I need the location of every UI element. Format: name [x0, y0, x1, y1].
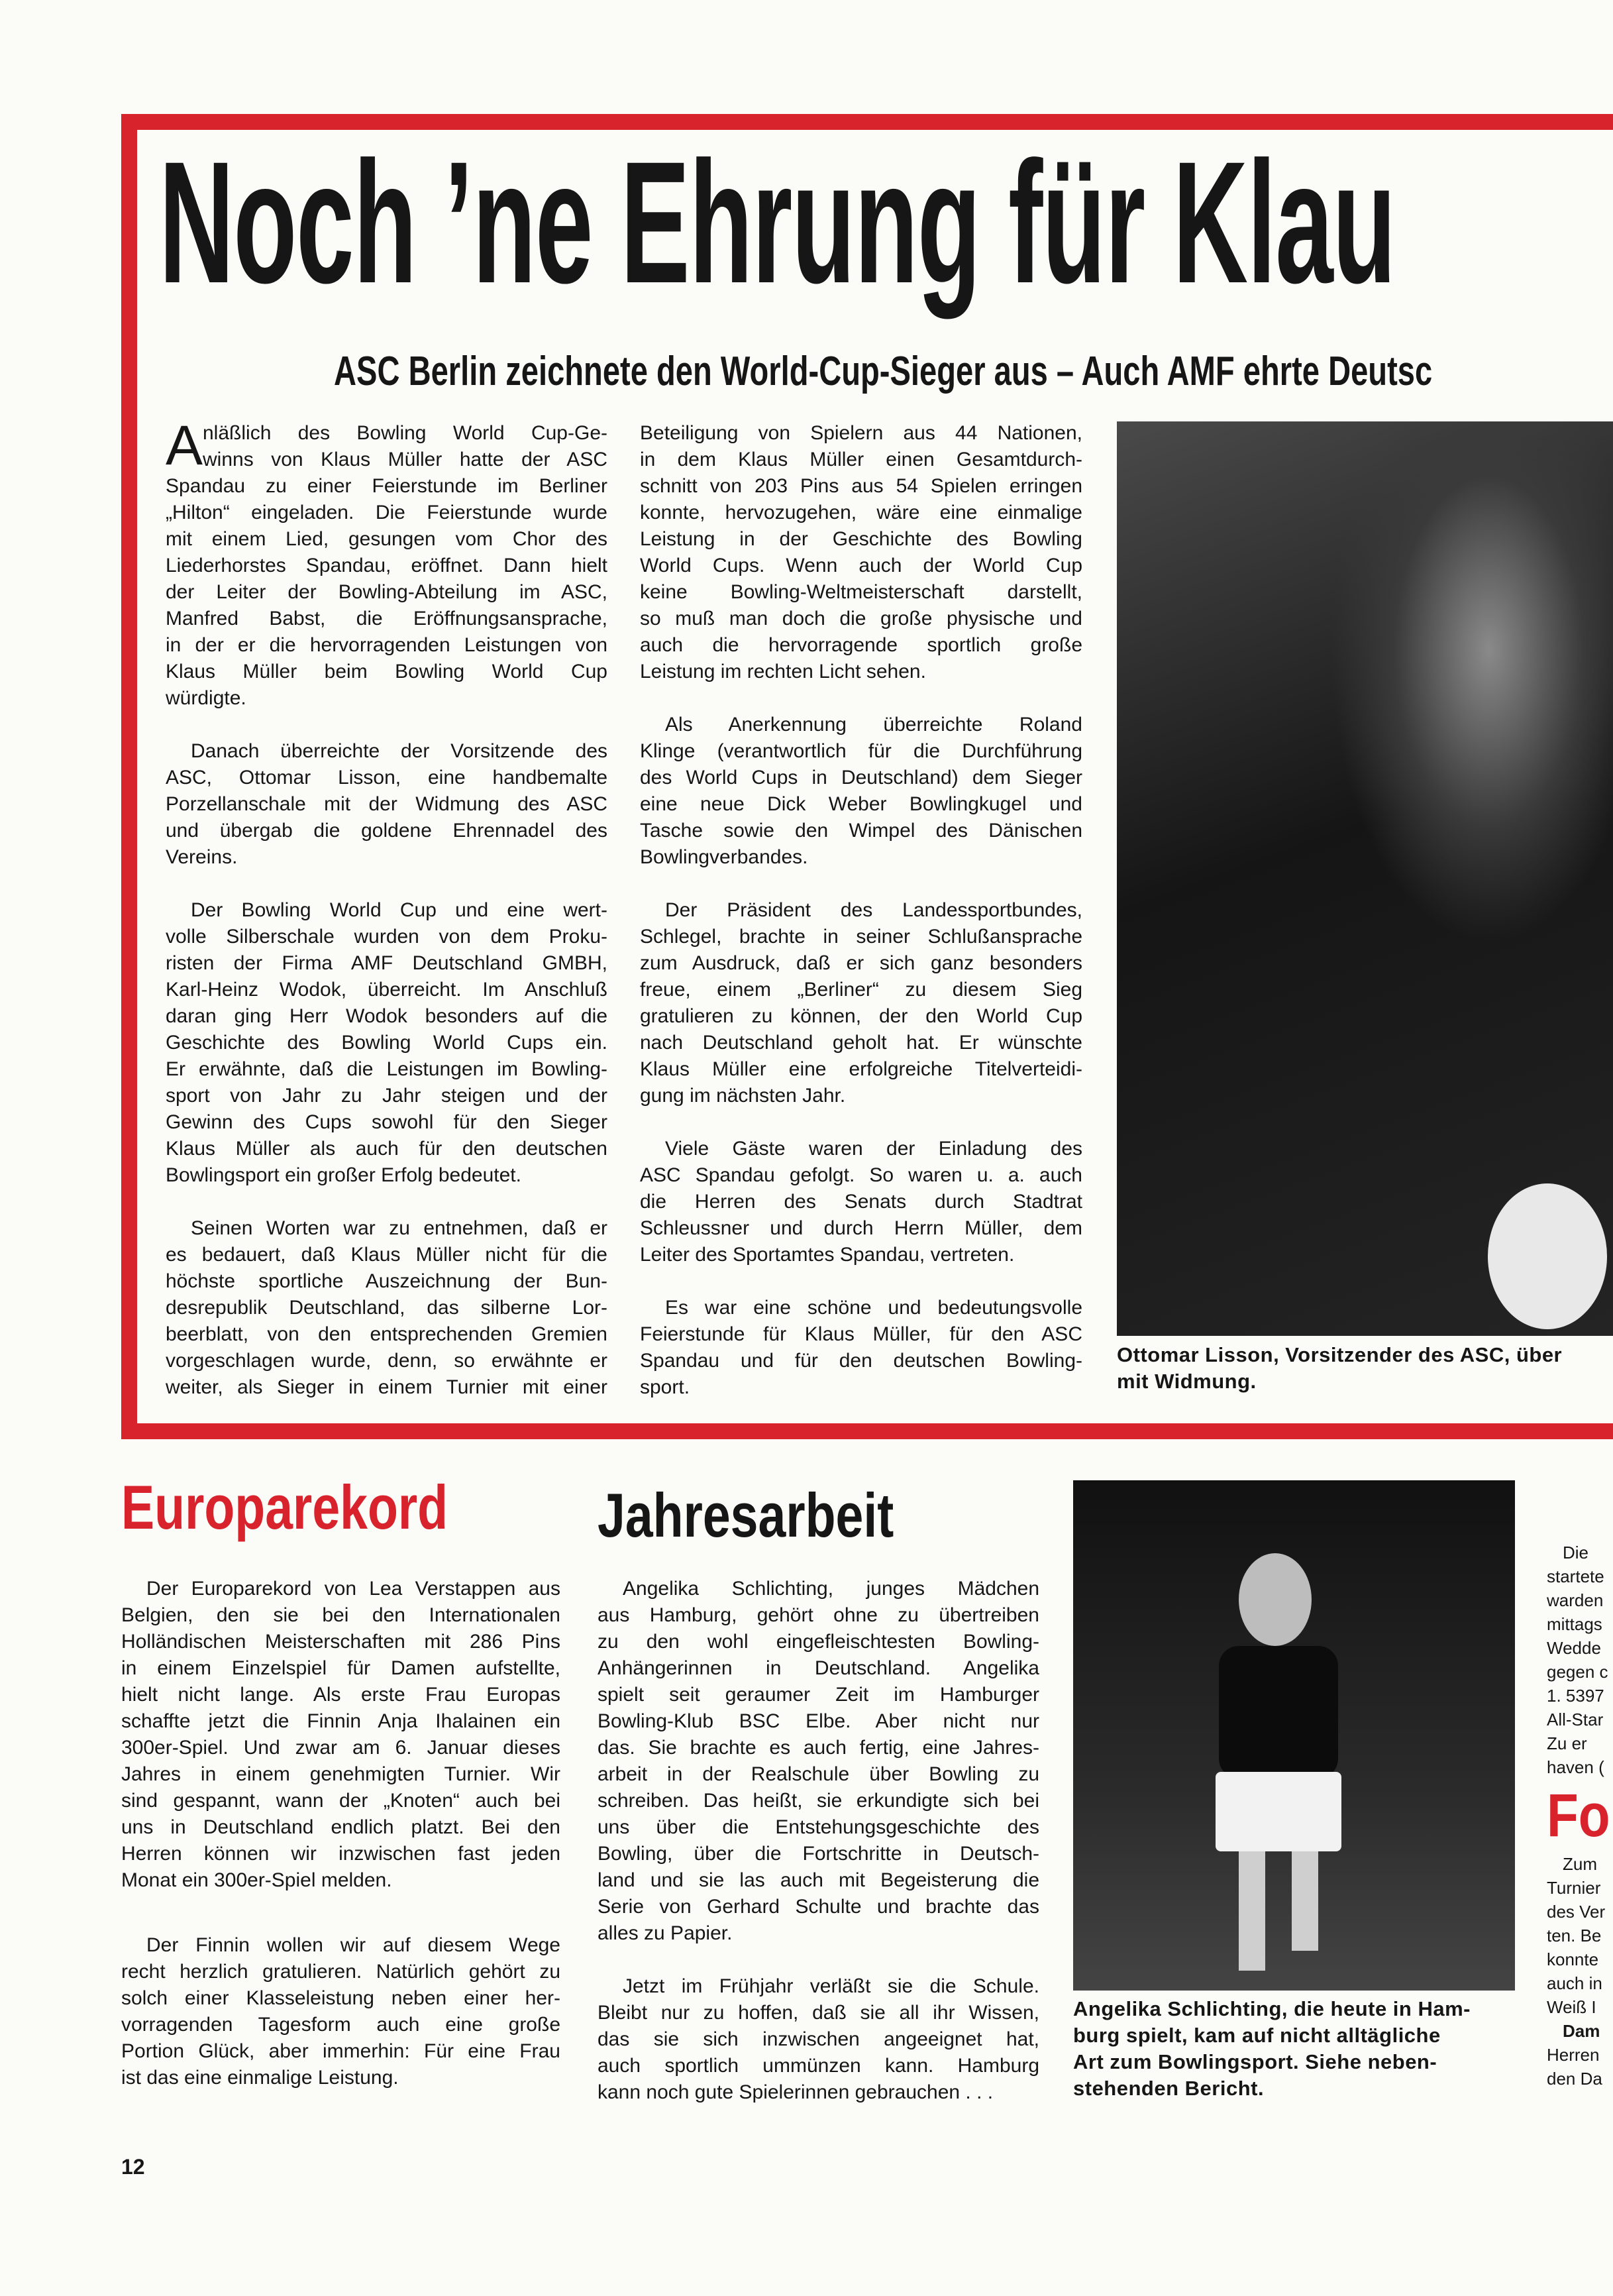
- text-line: Der Europarekord von Lea Verstappen aus: [146, 1578, 560, 1600]
- cut-off-line: mittags: [1547, 1614, 1602, 1634]
- text-line: Gewinn des Cups sowohl für den Sieger: [166, 1111, 607, 1133]
- photo-caption-2: [1073, 1996, 1471, 2102]
- caption-line: Angelika Schlichting, die heute in Ham-: [1073, 1997, 1471, 2020]
- text-line: das sie sich inzwischen angeeignet hat,: [598, 2028, 1039, 2050]
- text-line: des World Cups in Deutschland) dem Sieger: [640, 767, 1082, 789]
- text-line: Der Finnin wollen wir auf diesem Wege: [146, 1934, 560, 1956]
- text-line: vorragenden Tagesform auch eine große: [121, 2014, 560, 2036]
- text-line: und übergab die goldene Ehrennadel des: [166, 820, 607, 842]
- text-line: vorgeschlagen wurde, denn, so erwähnte er: [166, 1350, 607, 1372]
- text-line: Schleussner und durch Herrn Müller, dem: [640, 1217, 1082, 1239]
- text-line: weiter, als Sieger in einem Turnier mit einer: [166, 1376, 607, 1398]
- text-line: Feierstunde für Klaus Müller, für den ASC: [640, 1323, 1082, 1345]
- text-line: sport von Jahr zu Jahr steigen und der: [166, 1085, 607, 1107]
- text-line: Danach überreichte der Vorsitzende des: [191, 740, 607, 762]
- photo-caption-1: [1117, 1342, 1562, 1395]
- cut-off-line: gegen c: [1547, 1662, 1608, 1682]
- cut-off-line: warden: [1547, 1590, 1604, 1610]
- text-line: gung im nächsten Jahr.: [640, 1085, 846, 1107]
- text-line: auch sportlich ummünzen kann. Hamburg: [598, 2055, 1039, 2077]
- cut-off-line: den Da: [1547, 2069, 1602, 2089]
- text-line: Klinge (verantwortlich für die Durchführung: [640, 740, 1082, 762]
- cut-off-line: Zum: [1563, 1854, 1597, 1874]
- text-line: das. Sie brachte es auch fertig, eine Jahres-: [598, 1737, 1039, 1759]
- photo-angelika-schlichting: [1073, 1480, 1515, 1991]
- text-line: schaffte jetzt die Finnin Anja Ihalainen ein: [121, 1710, 560, 1732]
- drop-cap: A: [166, 414, 203, 476]
- text-line: Viele Gäste waren der Einladung des: [665, 1138, 1082, 1160]
- text-line: volle Silberschale wurden von dem Proku-: [166, 926, 607, 948]
- text-line: Er erwähnte, daß die Leistungen im Bowling-: [166, 1058, 607, 1080]
- text-line: ASC Spandau gefolgt. So waren u. a. auch: [640, 1164, 1082, 1186]
- text-line: Jahres in einem genehmigten Turnier. Wir: [121, 1763, 560, 1785]
- page-number: 12: [121, 2155, 145, 2179]
- text-line: zum Ausdruck, daß er sich ganz besonders: [640, 952, 1082, 974]
- text-line: Leistung in der Geschichte des Bowling: [640, 528, 1082, 550]
- text-line: alles zu Papier.: [598, 1922, 733, 1944]
- text-line: Jetzt im Frühjahr verläßt sie die Schule.: [623, 1975, 1039, 1997]
- text-line: Herren können wir inzwischen fast jeden: [121, 1843, 560, 1865]
- paragraph: [121, 1576, 560, 1894]
- text-line: Der Bowling World Cup und eine wert-: [191, 899, 607, 921]
- cut-off-column: [1547, 1541, 1613, 2091]
- text-line: Liederhorstes Spandau, eröffnet. Dann hielt: [166, 555, 607, 576]
- photo-ottomar-lisson: [1117, 421, 1613, 1336]
- text-line: Leiter des Sportamtes Spandau, vertreten.: [640, 1244, 1015, 1266]
- text-line: konnte, hervozugehen, wäre eine einmalige: [640, 502, 1082, 523]
- text-line: auch die hervorragende sportlich große: [640, 634, 1082, 656]
- cut-off-line: haven (: [1547, 1757, 1604, 1777]
- cut-off-bold-line: Dam: [1563, 2021, 1600, 2041]
- porcelain-bowl: [1488, 1183, 1607, 1329]
- cut-off-line: All-Star: [1547, 1710, 1604, 1729]
- text-line: nläßlich des Bowling World Cup-Ge-: [203, 422, 607, 444]
- paragraph: [166, 738, 607, 871]
- text-line: Serie von Gerhard Schulte und brachte das: [598, 1896, 1039, 1918]
- text-line: Spandau und für den deutschen Bowling-: [640, 1350, 1082, 1372]
- text-line: sind gespannt, wann der „Knoten“ auch bei: [121, 1790, 560, 1812]
- paragraph: [121, 1932, 560, 2091]
- text-line: aus Hamburg, gehört ohne zu übertreiben: [598, 1604, 1039, 1626]
- text-line: zu den wohl eingefleischtesten Bowling-: [598, 1631, 1039, 1653]
- text-line: Bowling, über die Fortschritte in Deutsch-: [598, 1843, 1039, 1865]
- text-line: winns von Klaus Müller hatte der ASC: [203, 449, 607, 470]
- text-line: der Leiter der Bowling-Abteilung im ASC,: [166, 581, 607, 603]
- text-line: Als Anerkennung überreichte Roland: [665, 714, 1082, 736]
- text-line: freue, einem „Berliner“ zu diesem Sieg: [640, 979, 1082, 1001]
- text-line: arbeit in der Realschule über Bowling zu: [598, 1763, 1039, 1785]
- text-line: schnitt von 203 Pins aus 54 Spielen erringen: [640, 475, 1082, 497]
- text-line: Geschichte des Bowling World Cups ein.: [166, 1032, 607, 1054]
- cut-off-line: Die: [1563, 1543, 1589, 1562]
- text-line: spielt seit geraumer Zeit im Hamburger: [598, 1684, 1039, 1706]
- text-line: in dem Klaus Müller einen Gesamtdurch-: [640, 449, 1082, 470]
- paragraph: [166, 897, 607, 1189]
- paragraph: [640, 897, 1082, 1109]
- text-line: nach Deutschland geholt hat. Er wünschte: [640, 1032, 1082, 1054]
- text-line: würdigte.: [166, 687, 246, 709]
- text-line: gratulieren zu können, der den World Cup: [640, 1005, 1082, 1027]
- caption-line: Ottomar Lisson, Vorsitzender des ASC, über: [1117, 1343, 1563, 1366]
- text-line: desrepublik Deutschland, das silberne Lor-: [166, 1297, 607, 1319]
- paragraph: [640, 1295, 1082, 1401]
- paragraph: [166, 1215, 607, 1401]
- text-line: so muß man doch die große physische und: [640, 608, 1082, 629]
- text-line: ist das eine einmalige Leistung.: [121, 2067, 399, 2089]
- text-line: 300er-Spiel. Und zwar am 6. Januar dieses: [121, 1737, 560, 1759]
- cut-off-line: 1. 5397: [1547, 1686, 1604, 1706]
- cut-off-line: konnte: [1547, 1949, 1599, 1969]
- text-line: Anhängerinnen in Deutschland. Angelika: [598, 1657, 1039, 1679]
- text-line: Portion Glück, aber immerhin: Für eine Frau: [121, 2040, 560, 2062]
- text-line: World Cups. Wenn auch der World Cup: [640, 555, 1082, 576]
- article-column-1: [166, 414, 607, 1427]
- text-line: solch einer Klasseleistung neben einer her-: [121, 1987, 560, 2009]
- paragraph: [640, 712, 1082, 871]
- text-line: Belgien, den sie bei den Internationalen: [121, 1604, 560, 1626]
- text-line: eine neue Dick Weber Bowlingkugel und: [640, 793, 1082, 815]
- text-line: recht herzlich gratulieren. Natürlich gehört zu: [121, 1961, 560, 1983]
- text-line: Bleibt nur zu hoffen, daß sie all ihr Wissen,: [598, 2002, 1039, 2024]
- text-line: Holländischen Meisterschaften mit 286 Pins: [121, 1631, 560, 1653]
- paragraph: [640, 420, 1082, 685]
- cut-off-line: auch in: [1547, 1973, 1602, 1993]
- text-line: kann noch gute Spielerinnen gebrauchen . . .: [598, 2081, 994, 2103]
- text-line: Der Präsident des Landessportbundes,: [665, 899, 1082, 921]
- text-line: Angelika Schlichting, junges Mädchen: [623, 1578, 1039, 1600]
- text-line: Porzellanschale mit der Widmung des ASC: [166, 793, 607, 815]
- heading-europarekord: Europarekord: [121, 1472, 448, 1542]
- cut-off-line: ten. Be: [1547, 1926, 1602, 1945]
- paragraph: [598, 1576, 1039, 1947]
- text-line: sport.: [640, 1376, 690, 1398]
- europarekord-column: [121, 1576, 560, 2118]
- text-line: in einem Einzelspiel für Damen aufstellte,: [121, 1657, 560, 1679]
- caption-line: stehenden Bericht.: [1073, 2077, 1265, 2100]
- jahresarbeit-column: [598, 1576, 1039, 2132]
- paragraph: [598, 1973, 1039, 2106]
- text-line: die Herren des Senats durch Stadtrat: [640, 1191, 1082, 1213]
- text-line: mit einem Lied, gesungen vom Chor des: [166, 528, 607, 550]
- text-line: Es war eine schöne und bedeutungsvolle: [665, 1297, 1082, 1319]
- caption-line: mit Widmung.: [1117, 1370, 1257, 1393]
- text-line: Seinen Worten war zu entnehmen, daß er: [191, 1217, 607, 1239]
- text-line: Karl-Heinz Wodok, überreicht. Im Anschluß: [166, 979, 607, 1001]
- paragraph: [640, 1136, 1082, 1268]
- text-line: Leistung im rechten Licht sehen.: [640, 661, 926, 683]
- text-line: Schlegel, brachte in seiner Schlußansprache: [640, 926, 1082, 948]
- cut-off-line: Wedde: [1547, 1638, 1601, 1658]
- text-line: Bowlingsport ein großer Erfolg bedeutet.: [166, 1164, 521, 1186]
- text-line: Vereins.: [166, 846, 238, 868]
- text-line: Bowling-Klub BSC Elbe. Aber nicht nur: [598, 1710, 1039, 1732]
- text-line: „Hilton“ eingeladen. Die Feierstunde wurde: [166, 502, 607, 523]
- text-line: Manfred Babst, die Eröffnungsansprache,: [166, 608, 607, 629]
- text-line: in der er die hervorragenden Leistungen von: [166, 634, 607, 656]
- cut-off-heading: Fo: [1547, 1782, 1610, 1849]
- text-line: Klaus Müller eine erfolgreiche Titelverteidi-: [640, 1058, 1082, 1080]
- text-line: Spandau zu einer Feierstunde im Berliner: [166, 475, 607, 497]
- cut-off-line: Zu er: [1547, 1733, 1587, 1753]
- text-line: Beteiligung von Spielern aus 44 Nationen,: [640, 422, 1082, 444]
- text-line: uns über die Entstehungsgeschichte des: [598, 1816, 1039, 1838]
- text-line: Tasche sowie den Wimpel des Dänischen: [640, 820, 1082, 842]
- text-line: Bowlingverbandes.: [640, 846, 808, 868]
- text-line: es bedauert, daß Klaus Müller nicht für die: [166, 1244, 607, 1266]
- text-line: risten der Firma AMF Deutschland GMBH,: [166, 952, 607, 974]
- cut-off-line: startete: [1547, 1566, 1604, 1586]
- text-line: daran ging Herr Wodok besonders auf die: [166, 1005, 607, 1027]
- text-line: hielt nicht lange. Als erste Frau Europas: [121, 1684, 560, 1706]
- heading-jahresarbeit: Jahresarbeit: [598, 1480, 894, 1550]
- text-line: Klaus Müller als auch für den deutschen: [166, 1138, 607, 1160]
- text-line: Monat ein 300er-Spiel melden.: [121, 1869, 392, 1891]
- subheadline: ASC Berlin zeichnete den World-Cup-Sieger aus – Auch AMF ehrte Deutsc: [334, 349, 1433, 394]
- cut-off-line: Herren: [1547, 2045, 1600, 2065]
- text-line: ASC, Ottomar Lisson, eine handbemalte: [166, 767, 607, 789]
- article-column-2: [640, 420, 1082, 1427]
- paragraph: [166, 420, 607, 712]
- text-line: beerblatt, von den entsprechenden Gremien: [166, 1323, 607, 1345]
- cut-off-line: des Ver: [1547, 1902, 1606, 1922]
- text-line: land und sie las auch mit Begeisterung die: [598, 1869, 1039, 1891]
- text-line: schreiben. Das heißt, sie erkundigte sich bei: [598, 1790, 1039, 1812]
- cut-off-line: Turnier: [1547, 1878, 1601, 1898]
- text-line: keine Bowling-Weltmeisterschaft darstellt,: [640, 581, 1082, 603]
- caption-line: Art zum Bowlingsport. Siehe neben-: [1073, 2050, 1437, 2073]
- text-line: uns in Deutschland endlich platzt. Bei den: [121, 1816, 560, 1838]
- text-line: Klaus Müller beim Bowling World Cup: [166, 661, 607, 683]
- cut-off-line: Weiß I: [1547, 1997, 1596, 2017]
- caption-line: burg spielt, kam auf nicht alltägliche: [1073, 2024, 1441, 2047]
- headline: Noch ’ne Ehrung für Klau: [159, 125, 1396, 319]
- text-line: höchste sportliche Auszeichnung der Bun-: [166, 1270, 607, 1292]
